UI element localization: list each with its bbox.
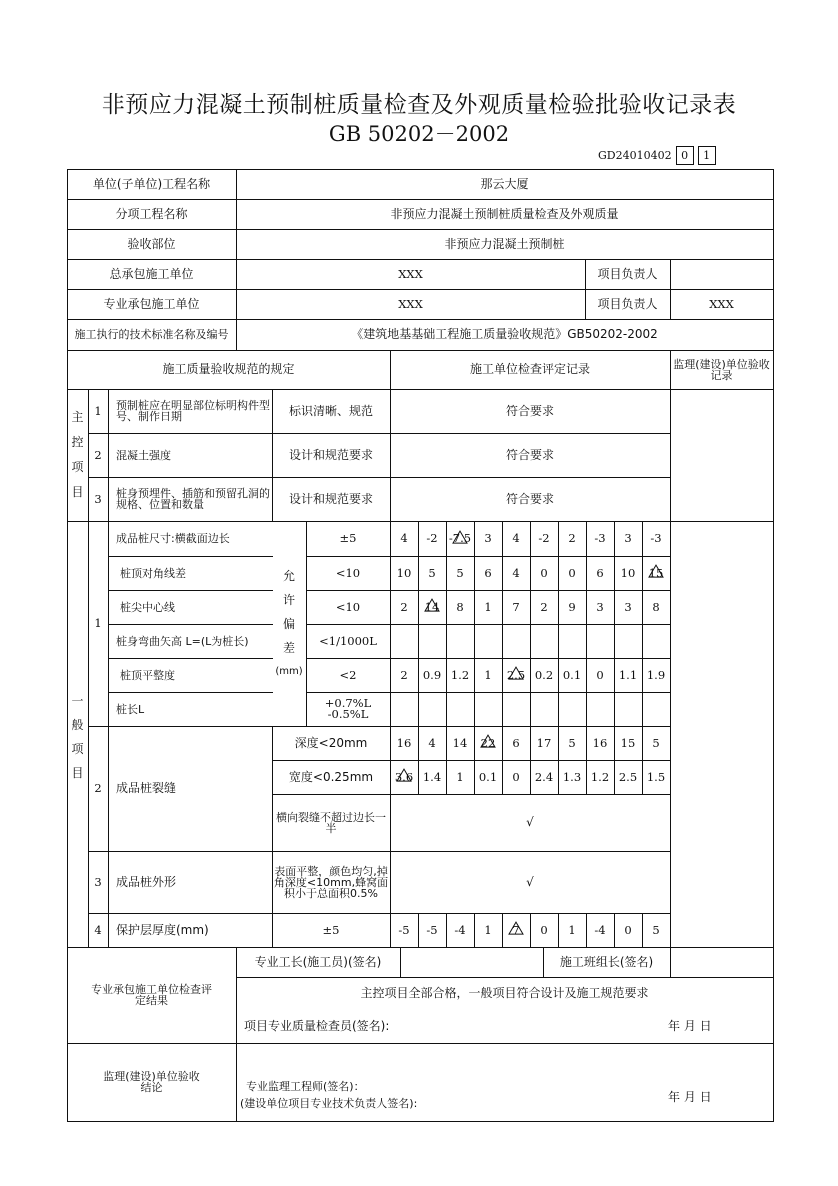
foreman-signature-label: 专业工长(施工员)(签名) [254,954,382,969]
standard-number: GB 50202－2002 [328,122,510,146]
general-item-name: 桩尖中心线 [120,600,175,614]
contractor-result-label: 专业承包施工单位检查评定结果 [91,983,212,1007]
project-manager-value [670,259,773,289]
measured-value: 4 [512,565,520,580]
measured-value-flagged: 22 [480,735,496,750]
main-control-group-label [67,389,88,521]
main-item-result: 符合要求 [505,491,554,506]
measured-value [390,624,418,658]
deviation-char: 允 [282,568,295,583]
project-manager-value: XXX [709,296,734,311]
measured-value: 1 [484,667,492,682]
acceptance-part-label: 验收部位 [127,236,176,251]
measured-value: 2 [400,667,408,682]
main-item-requirement: 设计和规范要求 [288,491,373,506]
record-column-header: 施工单位检查评定记录 [469,362,590,377]
measured-value: 1 [456,769,464,784]
measured-value: 5 [428,565,436,580]
allowable-limit: 深度<20mm [294,735,368,750]
measured-value: 0.2 [534,667,554,682]
main-item-result: 符合要求 [505,447,554,462]
allowable-limit: 表面平整，颜色均匀,掉角深度<10mm,蜂窝面积小于总面积0.5% [273,864,389,900]
sub-project-label: 分项工程名称 [115,206,188,221]
measured-value: 10 [620,565,636,580]
measured-value [558,624,586,658]
acceptance-part-value: 非预应力混凝土预制桩 [444,236,565,251]
measured-value-flagged: 14 [424,599,440,614]
measured-value: 5 [456,565,464,580]
allowable-limit: 横向裂缝不超过边长一半 [276,810,386,835]
measured-value: 14 [452,735,468,750]
warning-triangle-icon [648,564,664,580]
allowable-limit: <10 [335,599,361,614]
measured-value: 8 [456,599,464,614]
measured-value: 3 [484,531,492,546]
form-code [598,146,716,164]
general-item-number: 3 [94,874,102,889]
general-item-number: 4 [94,922,102,937]
measured-value: 3 [624,531,632,546]
measured-value: 2 [400,599,408,614]
main-item-name: 混凝土强度 [116,448,171,462]
measured-value [530,692,558,726]
main-item-name: 桩身预埋件、插筋和预留孔洞的规格、位置和数量 [116,487,270,511]
deviation-char: 偏 [282,616,295,631]
form-code-text: GD24010402 [598,148,672,162]
measured-value: 3 [596,599,604,614]
warning-triangle-icon [480,734,496,750]
inspector-signature-label: 项目专业质量检查员(签名): [244,1019,390,1034]
deviation-char: 差 [282,640,295,655]
allowable-limit: ±5 [339,531,357,546]
measured-value [530,624,558,658]
measured-value: 2.5 [618,769,638,784]
group-char: 主 [71,410,84,424]
deviation-char: 许 [282,592,295,607]
code-box-1: 0 [676,146,694,165]
measured-value-flagged: 2.5 [506,667,526,682]
measured-value: 5 [568,735,576,750]
general-item-name: 成品桩裂缝 [116,781,177,796]
group-char: 目 [71,766,84,780]
unit-project-label: 单位(子单位)工程名称 [92,176,211,191]
measured-value: -2 [538,531,550,546]
standard-value: 《建筑地基基础工程施工质量验收规范》GB50202-2002 [351,327,658,342]
measured-value: 1.3 [562,769,582,784]
measured-value: 2.4 [534,769,554,784]
allowable-deviation-label [272,521,306,726]
measured-value: 3 [624,599,632,614]
general-item-name: 成品桩尺寸:横截面边长 [116,532,230,545]
measured-value: 1 [484,599,492,614]
general-item-number: 2 [94,781,102,796]
measured-value [474,624,502,658]
divider [670,350,671,947]
measured-value: 2 [568,531,576,546]
main-item-number: 2 [94,447,102,462]
group-char: 控 [71,435,84,449]
general-group-label [67,521,88,947]
measured-value-flagged: 7 [502,913,530,947]
conclusion-text: 主控项目全部合格，一般项目符合设计及施工规范要求 [360,986,649,1001]
row-border [67,1121,774,1122]
measured-value: 4 [512,531,520,546]
measured-value: 9 [568,599,576,614]
general-contractor-label: 总承包施工单位 [109,266,194,281]
measured-value: 8 [652,599,660,614]
measured-value: 10 [396,565,412,580]
date-field: 年 月 日 [668,1089,712,1104]
measured-value: 0 [512,769,520,784]
measured-value [614,692,642,726]
measured-value [586,624,614,658]
measured-value: 0 [624,922,632,937]
measured-value [390,692,418,726]
main-item-number: 1 [94,403,102,418]
general-item-number: 1 [94,616,102,631]
team-leader-signature-field [670,947,773,977]
measured-value: 0 [540,565,548,580]
group-char: 目 [71,485,84,499]
team-leader-signature-label: 施工班组长(签名) [559,954,654,969]
table-right-border [773,169,774,1121]
measured-value-flagged: 15 [648,565,664,580]
general-item-name: 成品桩外形 [116,874,177,889]
check-mark-icon: √ [526,815,534,830]
deviation-char: (mm) [275,665,303,677]
measured-value: -5 [426,922,438,937]
measured-value: -3 [594,531,606,546]
measured-value [642,624,670,658]
measured-value: 0 [568,565,576,580]
main-item-name: 预制桩应在明显部位标明构件型号、制作日期 [116,399,270,423]
spec-column-header: 施工质量验收规范的规定 [162,362,295,377]
measured-value: 0 [596,667,604,682]
group-char: 项 [71,460,84,474]
allowable-limit: <10 [335,565,361,580]
allowable-limit: +0.7%L -0.5%L [324,695,372,721]
group-char: 一 [71,694,84,708]
measured-value: 0.1 [562,667,582,682]
measured-value [642,692,670,726]
owner-signature-label: (建设单位项目专业技术负责人签名): [240,1096,418,1110]
measured-value: -4 [454,922,466,937]
measured-value [474,692,502,726]
measured-value: 1.1 [618,667,638,682]
unit-project-value: 那云大厦 [480,176,529,191]
sub-project-value: 非预应力混凝土预制桩质量检查及外观质量 [390,206,619,221]
supervision-conclusion-label: 监理(建设)单位验收结论 [103,1070,200,1094]
measured-value: 1.2 [450,667,470,682]
measured-value: -3 [650,531,662,546]
main-item-result: 符合要求 [505,403,554,418]
measured-value: 7 [512,599,520,614]
warning-triangle-icon [424,598,440,614]
general-item-name: 桩长L [116,702,145,716]
measured-value: 5 [652,922,660,937]
measured-value: 0.9 [422,667,442,682]
measured-value [446,624,474,658]
measured-value [558,692,586,726]
measured-value [502,692,530,726]
measured-value: 4 [400,531,408,546]
warning-triangle-icon [508,921,524,937]
measured-value: 16 [396,735,412,750]
measured-value: 2 [540,599,548,614]
measured-value: -2 [426,531,438,546]
measured-value: 6 [596,565,604,580]
measured-value: 1 [484,922,492,937]
allowable-limit: <1/1000L [319,633,377,648]
measured-value: 1.4 [422,769,442,784]
measured-value: 1 [568,922,576,937]
measured-value-flagged: -7.5 [448,531,472,546]
engineer-signature-label: 专业监理工程师(签名)： [246,1080,365,1093]
specialty-contractor-label: 专业承包施工单位 [103,296,200,311]
measured-value: 0 [540,922,548,937]
measured-value: 1.2 [590,769,610,784]
project-manager-label: 项目负责人 [597,296,658,311]
measured-value: 6 [484,565,492,580]
general-item-name: 桩顶平整度 [120,668,175,682]
check-mark-icon: √ [526,874,534,889]
general-item-name: 保护层厚度(mm) [116,922,209,937]
measured-value: 0.1 [478,769,498,784]
allowable-limit: ±5 [322,922,340,937]
measured-value [418,624,446,658]
warning-triangle-icon [452,530,468,546]
group-char: 般 [71,718,84,732]
measured-value: -4 [594,922,606,937]
warning-triangle-icon [508,666,524,682]
measured-value [418,692,446,726]
measured-value-flagged: 3.6 [394,769,414,784]
project-manager-label: 项目负责人 [597,266,658,281]
main-item-requirement: 标识清晰、规范 [288,403,373,418]
foreman-signature-field [400,947,543,977]
main-item-requirement: 设计和规范要求 [288,447,373,462]
measured-value: 1.5 [646,769,666,784]
date-field: 年 月 日 [668,1019,712,1034]
measured-value [446,692,474,726]
measured-value: 4 [428,735,436,750]
general-item-name: 桩身弯曲矢高 L=(L为桩长) [116,634,249,648]
measured-value: 1.9 [646,667,666,682]
code-box-2: 1 [698,146,716,165]
measured-value: 17 [536,735,552,750]
form-title: 非预应力混凝土预制桩质量检查及外观质量检验批验收记录表 [101,92,737,118]
measured-value [614,624,642,658]
measured-value: 6 [512,735,520,750]
standard-label: 施工执行的技术标准名称及编号 [74,328,229,341]
measured-value: -5 [398,922,410,937]
group-char: 项 [71,742,84,756]
measured-value: 15 [620,735,636,750]
measured-value [502,624,530,658]
general-contractor-value: XXX [398,266,423,281]
measured-value: 5 [652,735,660,750]
measured-value [586,692,614,726]
general-item-name: 桩顶对角线差 [120,566,186,580]
warning-triangle-icon [396,768,412,784]
supervision-column-header: 监理(建设)单位验收记录 [673,357,770,382]
main-item-number: 3 [94,491,102,506]
measured-value: 16 [592,735,608,750]
allowable-limit: <2 [339,667,357,682]
specialty-contractor-value: XXX [398,296,423,311]
allowable-limit: 宽度<0.25mm [288,769,374,784]
